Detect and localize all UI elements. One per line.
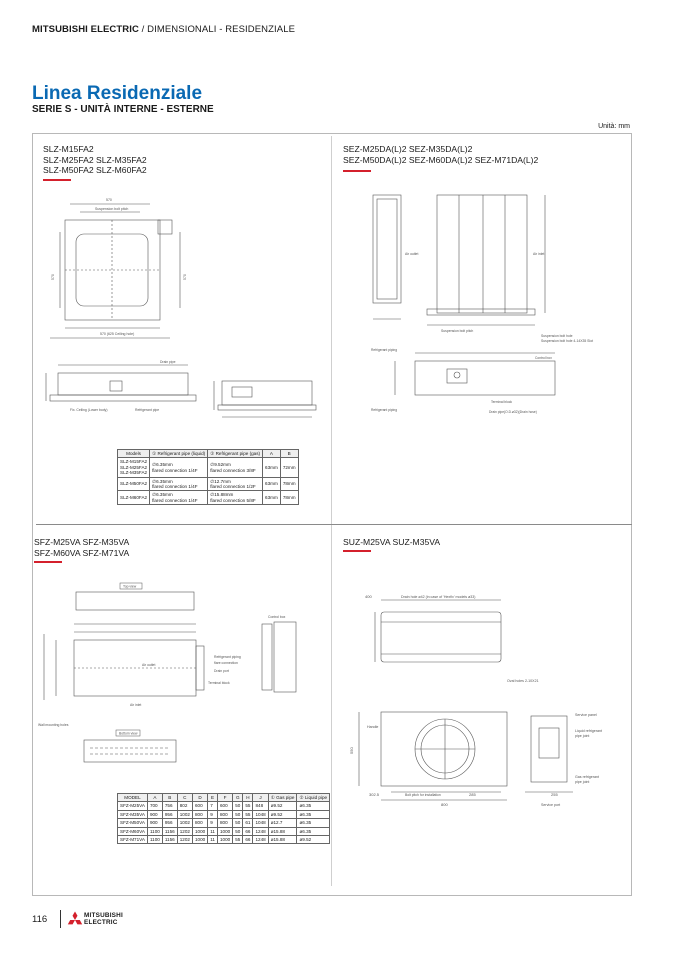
table-header-cell: G <box>233 794 243 802</box>
table-cell: 956 <box>162 819 177 827</box>
table-cell: SFZ-M71VA <box>118 836 148 844</box>
svg-text:255: 255 <box>551 792 558 797</box>
table-cell: 1000 <box>217 827 232 835</box>
table-cell: SFZ-M25VA <box>118 802 148 810</box>
slz-title-line: SLZ-M50FA2 SLZ-M60FA2 <box>43 165 147 175</box>
table-cell: ø6.35 <box>297 810 330 818</box>
sfz-red-underline <box>34 561 62 563</box>
slz-refrigerant-table <box>117 449 299 505</box>
logo-line: MITSUBISHI <box>84 912 123 919</box>
page-number: 116 <box>32 914 48 925</box>
table-cell: ø15.88 <box>268 836 297 844</box>
table-cell: 78mm <box>280 477 298 491</box>
suz-label-handle: Handle <box>367 725 379 729</box>
brand-name: MITSUBISHI ELECTRIC <box>32 24 139 35</box>
svg-text:Drain pipe(O.D.ø32)(Drain hose: Drain pipe(O.D.ø32)(Drain hose) <box>489 410 537 414</box>
table-cell: 63mm <box>263 477 281 491</box>
slz-side-view-drawing <box>40 355 210 425</box>
table-cell: ø15.88 <box>268 827 297 835</box>
table-cell: ∅6.35mm flared connection 1/4F <box>150 491 208 505</box>
svg-text:Drain port: Drain port <box>214 669 229 673</box>
table-header-cell: D <box>192 794 207 802</box>
table-cell: SFZ-M50VA <box>118 819 148 827</box>
svg-text:570 (625 Ceiling hole): 570 (625 Ceiling hole) <box>100 332 135 336</box>
suz-title-line: SUZ-M25VA SUZ-M35VA <box>343 537 441 547</box>
svg-text:Control box: Control box <box>268 615 286 619</box>
suz-section-title <box>343 537 440 548</box>
table-cell: 1100 <box>147 827 162 835</box>
column-divider <box>331 136 332 886</box>
svg-text:Refrigerant piping: Refrigerant piping <box>214 655 241 659</box>
slz-red-underline <box>43 179 71 181</box>
table-cell: 9 <box>208 819 218 827</box>
sfz-dimensions-table <box>117 793 330 844</box>
row-divider <box>36 524 632 525</box>
table-cell: ø12.7 <box>268 819 297 827</box>
svg-text:Refrigerant pipe: Refrigerant pipe <box>135 408 160 412</box>
table-header-cell: A <box>147 794 162 802</box>
sez-label-bolt-hole: Suspension bolt hole 4-14X35 Slot <box>541 339 594 343</box>
table-header-cell: ① Gas pipe <box>268 794 297 802</box>
table-cell: 900 <box>147 810 162 818</box>
svg-text:Terminal block: Terminal block <box>491 400 513 404</box>
footer-logo-text <box>84 913 123 926</box>
svg-text:Air outlet: Air outlet <box>405 252 419 256</box>
breadcrumb-path: / DIMENSIONALI - RESIDENZIALE <box>138 24 296 35</box>
svg-text:302.5: 302.5 <box>369 792 380 797</box>
table-cell: SFZ-M35VA <box>118 810 148 818</box>
table-cell: 1000 <box>192 827 207 835</box>
footer-divider <box>60 910 61 928</box>
table-cell: 50 <box>233 810 243 818</box>
sez-section-title <box>343 144 538 165</box>
table-cell: ø6.35 <box>297 802 330 810</box>
svg-text:Drain pipe: Drain pipe <box>160 360 176 364</box>
table-header-cell: J <box>253 794 268 802</box>
table-cell: 1202 <box>177 827 192 835</box>
table-cell: 800 <box>192 819 207 827</box>
table-cell: 848 <box>253 802 268 810</box>
table-header-cell: B <box>280 450 298 458</box>
table-cell: 1048 <box>253 819 268 827</box>
suz-drawings <box>345 592 615 812</box>
table-cell: 802 <box>177 802 192 810</box>
table-cell: ø9.52 <box>268 810 297 818</box>
table-cell: 11 <box>208 836 218 844</box>
table-row <box>118 477 299 491</box>
svg-text:Terminal block: Terminal block <box>208 681 230 685</box>
table-cell: 800 <box>217 810 232 818</box>
svg-text:Top view: Top view <box>123 584 137 589</box>
table-row <box>118 491 299 505</box>
table-cell: 800 <box>192 810 207 818</box>
table-header-cell: H <box>243 794 253 802</box>
table-cell: 956 <box>162 810 177 818</box>
svg-text:550: 550 <box>349 747 354 754</box>
table-cell: 55 <box>243 802 253 810</box>
svg-text:Air inlet: Air inlet <box>130 703 142 707</box>
table-cell: 63mm <box>263 491 281 505</box>
table-row <box>118 819 330 827</box>
svg-text:Bottom view: Bottom view <box>119 731 138 736</box>
svg-text:285: 285 <box>469 792 476 797</box>
table-row <box>118 810 330 818</box>
table-header-row <box>118 450 299 458</box>
sfz-title-line: SFZ-M25VA SFZ-M35VA <box>34 537 130 547</box>
sez-side-view-drawing <box>365 345 605 420</box>
table-cell: ∅6.35mm flared connection 1/4F <box>150 458 208 477</box>
table-cell: 63mm <box>263 458 281 477</box>
table-cell: ∅6.35mm flared connection 1/4F <box>150 477 208 491</box>
table-cell: 78mm <box>280 491 298 505</box>
table-cell: 1002 <box>177 810 192 818</box>
svg-text:Wall mounting holes: Wall mounting holes <box>38 723 69 727</box>
table-cell: 1156 <box>162 836 177 844</box>
slz-top-view-drawing <box>40 190 220 350</box>
table-cell: 7 <box>208 802 218 810</box>
table-cell: 61 <box>243 819 253 827</box>
table-cell: 600 <box>192 802 207 810</box>
logo-line: ELECTRIC <box>84 918 118 926</box>
table-cell: 1002 <box>177 819 192 827</box>
table-cell: 1156 <box>162 827 177 835</box>
table-header-row <box>118 794 330 802</box>
table-row <box>118 836 330 844</box>
table-cell: 700 <box>147 802 162 810</box>
table-header-cell: A <box>263 450 281 458</box>
svg-text:pipe joint: pipe joint <box>575 734 590 738</box>
table-cell: SLZ-M50FA2 <box>118 477 150 491</box>
svg-text:570: 570 <box>183 274 187 280</box>
mitsubishi-logo-icon <box>67 911 83 927</box>
units-label: Unità: mm <box>598 123 630 130</box>
sez-title-line: SEZ-M25DA(L)2 SEZ-M35DA(L)2 <box>343 144 473 154</box>
table-cell: ∅15.88mm flared connection 5/8F <box>208 491 263 505</box>
sez-title-line: SEZ-M50DA(L)2 SEZ-M60DA(L)2 SEZ-M71DA(L)2 <box>343 154 539 165</box>
table-header-cell: C <box>177 794 192 802</box>
svg-text:Refrigerant piping: Refrigerant piping <box>371 408 398 412</box>
table-header-cell: MODEL <box>118 794 148 802</box>
sfz-title-line: SFZ-M60VA SFZ-M71VA <box>34 547 130 558</box>
table-cell: 600 <box>217 802 232 810</box>
slz-front-view-drawing <box>210 375 320 425</box>
table-cell: 50 <box>233 802 243 810</box>
svg-text:flare connection: flare connection <box>214 661 238 665</box>
table-row <box>118 458 299 477</box>
table-header-cell: ② Refrigerant pipe (gas) <box>208 450 263 458</box>
table-header-cell: ② Liquid pipe <box>297 794 330 802</box>
slz-section-title <box>43 144 147 176</box>
sfz-drawings <box>36 580 326 780</box>
table-header-cell: ① Refrigerant pipe (liquid) <box>150 450 208 458</box>
table-header-cell: B <box>162 794 177 802</box>
table-cell: 1000 <box>192 836 207 844</box>
table-cell: 50 <box>233 827 243 835</box>
table-cell: 756 <box>162 802 177 810</box>
svg-text:Air outlet: Air outlet <box>142 663 156 667</box>
table-cell: 66 <box>243 827 253 835</box>
table-cell: 1248 <box>253 827 268 835</box>
sez-front-view-drawing <box>365 185 605 345</box>
table-cell: 1202 <box>177 836 192 844</box>
table-cell: SFZ-M60VA <box>118 827 148 835</box>
svg-text:Fix. Ceiling (Lower body): Fix. Ceiling (Lower body) <box>70 408 108 412</box>
slz-title-line: SLZ-M25FA2 SLZ-M35FA2 <box>43 154 147 165</box>
table-cell: SLZ-M60FA2 <box>118 491 150 505</box>
table-cell: 55 <box>243 810 253 818</box>
svg-text:570: 570 <box>106 198 112 202</box>
table-cell: ø6.35 <box>297 819 330 827</box>
table-cell: 66 <box>243 836 253 844</box>
table-cell: ∅12.7mm flared connection 1/2F <box>208 477 263 491</box>
table-cell: 11 <box>208 827 218 835</box>
table-row <box>118 802 330 810</box>
table-cell: 1248 <box>253 836 268 844</box>
page-title: Linea Residenziale <box>32 83 203 104</box>
table-cell: ø6.35 <box>297 827 330 835</box>
page-subtitle: SERIE S - UNITÀ INTERNE - ESTERNE <box>32 104 214 115</box>
svg-text:Suspension bolt pitch: Suspension bolt pitch <box>95 207 129 211</box>
sfz-section-title <box>34 537 129 558</box>
table-cell: ø9.52 <box>297 836 330 844</box>
table-cell: 1048 <box>253 810 268 818</box>
svg-text:Suspension bolt hole: Suspension bolt hole <box>541 334 573 338</box>
suz-red-underline <box>343 550 371 552</box>
svg-text:Air inlet: Air inlet <box>533 252 545 256</box>
svg-text:Liquid refrigerant: Liquid refrigerant <box>575 729 602 733</box>
svg-text:Control box: Control box <box>535 356 552 360</box>
table-cell: 1100 <box>147 836 162 844</box>
svg-text:800: 800 <box>441 802 448 807</box>
table-header-cell: E <box>208 794 218 802</box>
sez-red-underline <box>343 170 371 172</box>
table-cell: 50 <box>233 819 243 827</box>
suz-label-drain-hole: Drain hole ø42 (in case of 'Hexfix' models ø33) <box>401 595 476 599</box>
suz-label-service-port: Service port <box>541 803 561 807</box>
table-cell: 55 <box>233 836 243 844</box>
svg-text:Suspension bolt pitch: Suspension bolt pitch <box>441 329 474 333</box>
suz-label-bolt-pitch: Bolt pitch for installation <box>405 793 441 797</box>
svg-text:400: 400 <box>365 594 372 599</box>
table-cell: 1000 <box>217 836 232 844</box>
slz-title-line: SLZ-M15FA2 <box>43 144 94 154</box>
suz-label-oval-holes: Oval holes 2-10X21 <box>507 679 539 683</box>
table-header-cell: F <box>217 794 232 802</box>
svg-text:Refrigerant piping: Refrigerant piping <box>371 348 398 352</box>
table-cell: ∅9.52mm flared connection 3/8F <box>208 458 263 477</box>
table-cell: 72mm <box>280 458 298 477</box>
table-cell: 800 <box>217 819 232 827</box>
table-row <box>118 827 330 835</box>
svg-text:570: 570 <box>51 274 55 280</box>
table-cell: 9 <box>208 810 218 818</box>
table-cell: ø9.52 <box>268 802 297 810</box>
table-cell: SLZ-M15FA2 SLZ-M25FA2 SLZ-M35FA2 <box>118 458 150 477</box>
breadcrumb <box>32 24 295 35</box>
svg-text:pipe joint: pipe joint <box>575 780 590 784</box>
table-cell: 900 <box>147 819 162 827</box>
suz-label-service-panel: Service panel <box>575 713 597 717</box>
table-header-cell: Models <box>118 450 150 458</box>
svg-text:Gas refrigerant: Gas refrigerant <box>575 775 599 779</box>
